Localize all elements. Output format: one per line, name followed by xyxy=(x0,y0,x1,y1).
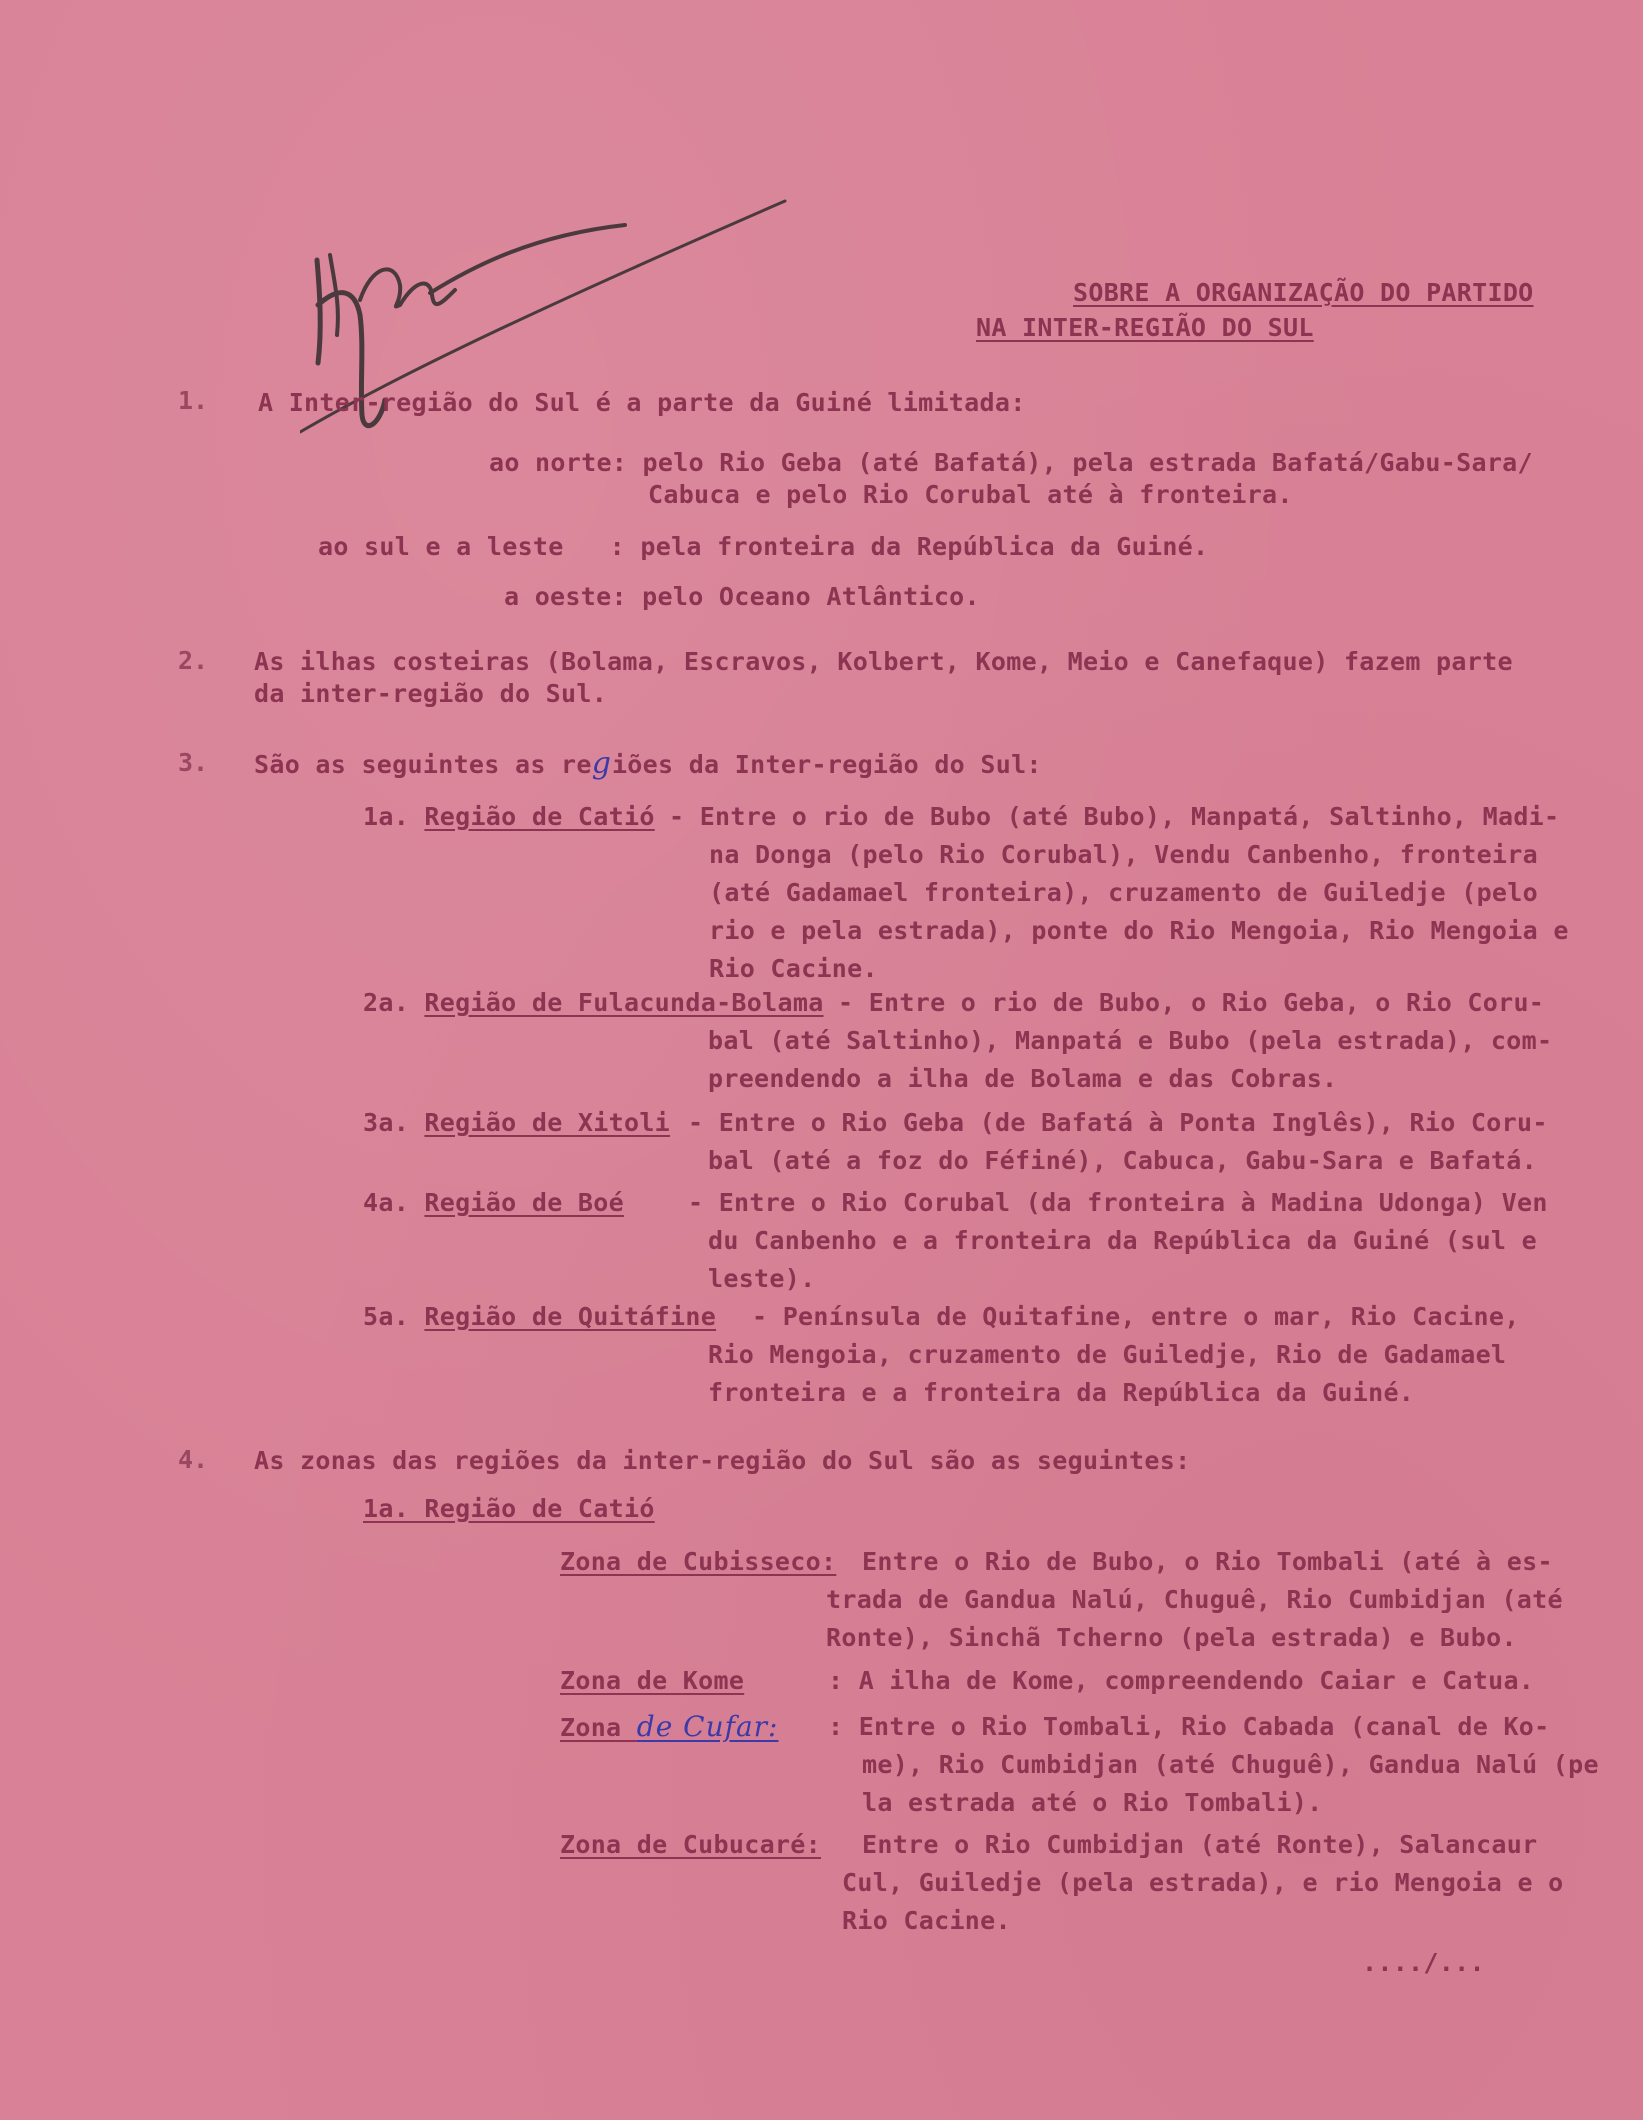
section-1-south-east: ao sul e a leste : pela fronteira da República da Guiné. xyxy=(318,532,1209,561)
zone-3-description xyxy=(828,1708,1599,1822)
zone-4-line: Cul, Guiledje (pela estrada), e rio Mengoia e o xyxy=(842,1868,1564,1897)
region-5-label: 5a. xyxy=(363,1302,425,1331)
region-2-description xyxy=(708,984,1553,1098)
zone-1-description xyxy=(826,1543,1563,1657)
region-1-label: 1a. xyxy=(363,802,425,831)
region-1-description xyxy=(669,798,1569,988)
zone-1-name: Zona de Cubisseco: xyxy=(560,1547,837,1576)
region-4-description xyxy=(688,1184,1548,1298)
zone-3-line: la estrada até o Rio Tombali). xyxy=(862,1788,1323,1817)
region-3-description xyxy=(688,1104,1548,1180)
section-1-west: a oeste: pelo Oceano Atlântico. xyxy=(504,582,980,611)
zone-4-description xyxy=(842,1826,1564,1940)
region-5-description xyxy=(708,1298,1520,1412)
region-1-line: na Donga (pelo Rio Corubal), Vendu Canbenho, fronteira xyxy=(709,840,1538,869)
region-3-heading xyxy=(363,1104,670,1142)
section-1-intro: A Inter-região do Sul é a parte da Guiné limitada: xyxy=(258,388,1026,417)
section-3-intro xyxy=(254,745,1042,784)
region-4-line: - Entre o Rio Corubal (da fronteira à Madina Udonga) Ven xyxy=(688,1188,1548,1217)
section-3-intro-part-b: iões da Inter-região do Sul: xyxy=(611,750,1042,779)
region-5-line: fronteira e a fronteira da República da Guiné. xyxy=(708,1378,1415,1407)
region-1-line: (até Gadamael fronteira), cruzamento de Guiledje (pelo xyxy=(709,878,1538,907)
region-2-line: - Entre o rio de Bubo, o Rio Geba, o Rio Coru- xyxy=(838,988,1545,1017)
section-number-2: 2. xyxy=(178,646,209,675)
region-4-line: du Canbenho e a fronteira da República da Guiné (sul e xyxy=(708,1226,1537,1255)
title-line-1: SOBRE A ORGANIZAÇÃO DO PARTIDO xyxy=(1073,278,1534,307)
zone-1-line: Ronte), Sinchã Tcherno (pela estrada) e Bubo. xyxy=(826,1623,1517,1652)
region-2-label: 2a. xyxy=(363,988,425,1017)
zone-4-name: Zona de Cubucaré: xyxy=(560,1830,821,1859)
region-5-line: Rio Mengoia, cruzamento de Guiledje, Rio de Gadamael xyxy=(708,1340,1507,1369)
region-4-name: Região de Boé xyxy=(424,1188,624,1217)
zone-4-line: Entre o Rio Cumbidjan (até Ronte), Salancaur xyxy=(862,1830,1538,1859)
handwritten-zone-name: de Cufar: xyxy=(636,1710,779,1743)
region-3-line: - Entre o Rio Geba (de Bafatá à Ponta Inglês), Rio Coru- xyxy=(688,1108,1548,1137)
region-1-name: Região de Catió xyxy=(424,802,655,831)
continuation-mark: ..../... xyxy=(1362,1948,1485,1977)
section-2-line-1: As ilhas costeiras (Bolama, Escravos, Kolbert, Kome, Meio e Canefaque) fazem parte xyxy=(254,647,1513,676)
region-5-heading xyxy=(363,1298,716,1336)
section-number-1: 1. xyxy=(178,386,209,415)
region-4-heading xyxy=(363,1184,624,1222)
section-2-line-2: da inter-região do Sul. xyxy=(254,679,608,708)
section-number-4: 4. xyxy=(178,1445,209,1474)
section-number-3: 3. xyxy=(178,748,209,777)
region-4-label: 4a. xyxy=(363,1188,425,1217)
zone-4-line: Rio Cacine. xyxy=(842,1906,1011,1935)
region-2-name: Região de Fulacunda-Bolama xyxy=(424,988,824,1017)
region-4-line: leste). xyxy=(708,1264,816,1293)
region-5-line: - Península de Quitafine, entre o mar, Rio Cacine, xyxy=(752,1302,1520,1331)
section-1-north-line-1: ao norte: pelo Rio Geba (até Bafatá), pela estrada Bafatá/Gabu-Sara/ xyxy=(489,448,1533,477)
title-line-2: NA INTER-REGIÃO DO SUL xyxy=(976,313,1314,342)
region-1-line: rio e pela estrada), ponte do Rio Mengoia, Rio Mengoia e xyxy=(709,916,1569,945)
section-4-subheading: 1a. Região de Catió xyxy=(363,1494,655,1523)
zone-1-line: Entre o Rio de Bubo, o Rio Tombali (até à es- xyxy=(862,1547,1553,1576)
zone-3-line: : Entre o Rio Tombali, Rio Cabada (canal de Ko- xyxy=(828,1712,1550,1741)
region-3-name: Região de Xitoli xyxy=(424,1108,671,1137)
zone-1-line: trada de Gandua Nalú, Chuguê, Rio Cumbidjan (até xyxy=(826,1585,1563,1614)
zone-2-name: Zona de Kome xyxy=(560,1666,745,1695)
region-2-line: preendendo a ilha de Bolama e das Cobras. xyxy=(708,1064,1338,1093)
handwritten-correction: g xyxy=(591,746,612,781)
region-5-name: Região de Quitáfine xyxy=(424,1302,717,1331)
region-2-line: bal (até Saltinho), Manpatá e Bubo (pela estrada), com- xyxy=(708,1026,1553,1055)
handwritten-signature xyxy=(300,185,800,475)
section-3-intro-part-a: São as seguintes as re xyxy=(254,750,592,779)
region-1-line: - Entre o rio de Bubo (até Bubo), Manpatá, Saltinho, Madi- xyxy=(669,802,1560,831)
section-1-north-line-2: Cabuca e pelo Rio Corubal até à fronteira. xyxy=(648,480,1293,509)
region-1-heading xyxy=(363,798,655,836)
region-2-heading xyxy=(363,984,824,1022)
region-3-label: 3a. xyxy=(363,1108,425,1137)
zone-3-line: me), Rio Cumbidjan (até Chuguê), Gandua Nalú (pe xyxy=(862,1750,1599,1779)
section-4-intro: As zonas das regiões da inter-região do Sul são as seguintes: xyxy=(254,1446,1191,1475)
zone-3-name-part-a: Zona xyxy=(560,1713,637,1742)
zone-3-name xyxy=(560,1708,779,1747)
region-1-line: Rio Cacine. xyxy=(709,954,878,983)
region-3-line: bal (até a foz do Féfiné), Cabuca, Gabu-Sara e Bafatá. xyxy=(708,1146,1537,1175)
zone-2-line: : A ilha de Kome, compreendendo Caiar e Catua. xyxy=(828,1666,1535,1695)
